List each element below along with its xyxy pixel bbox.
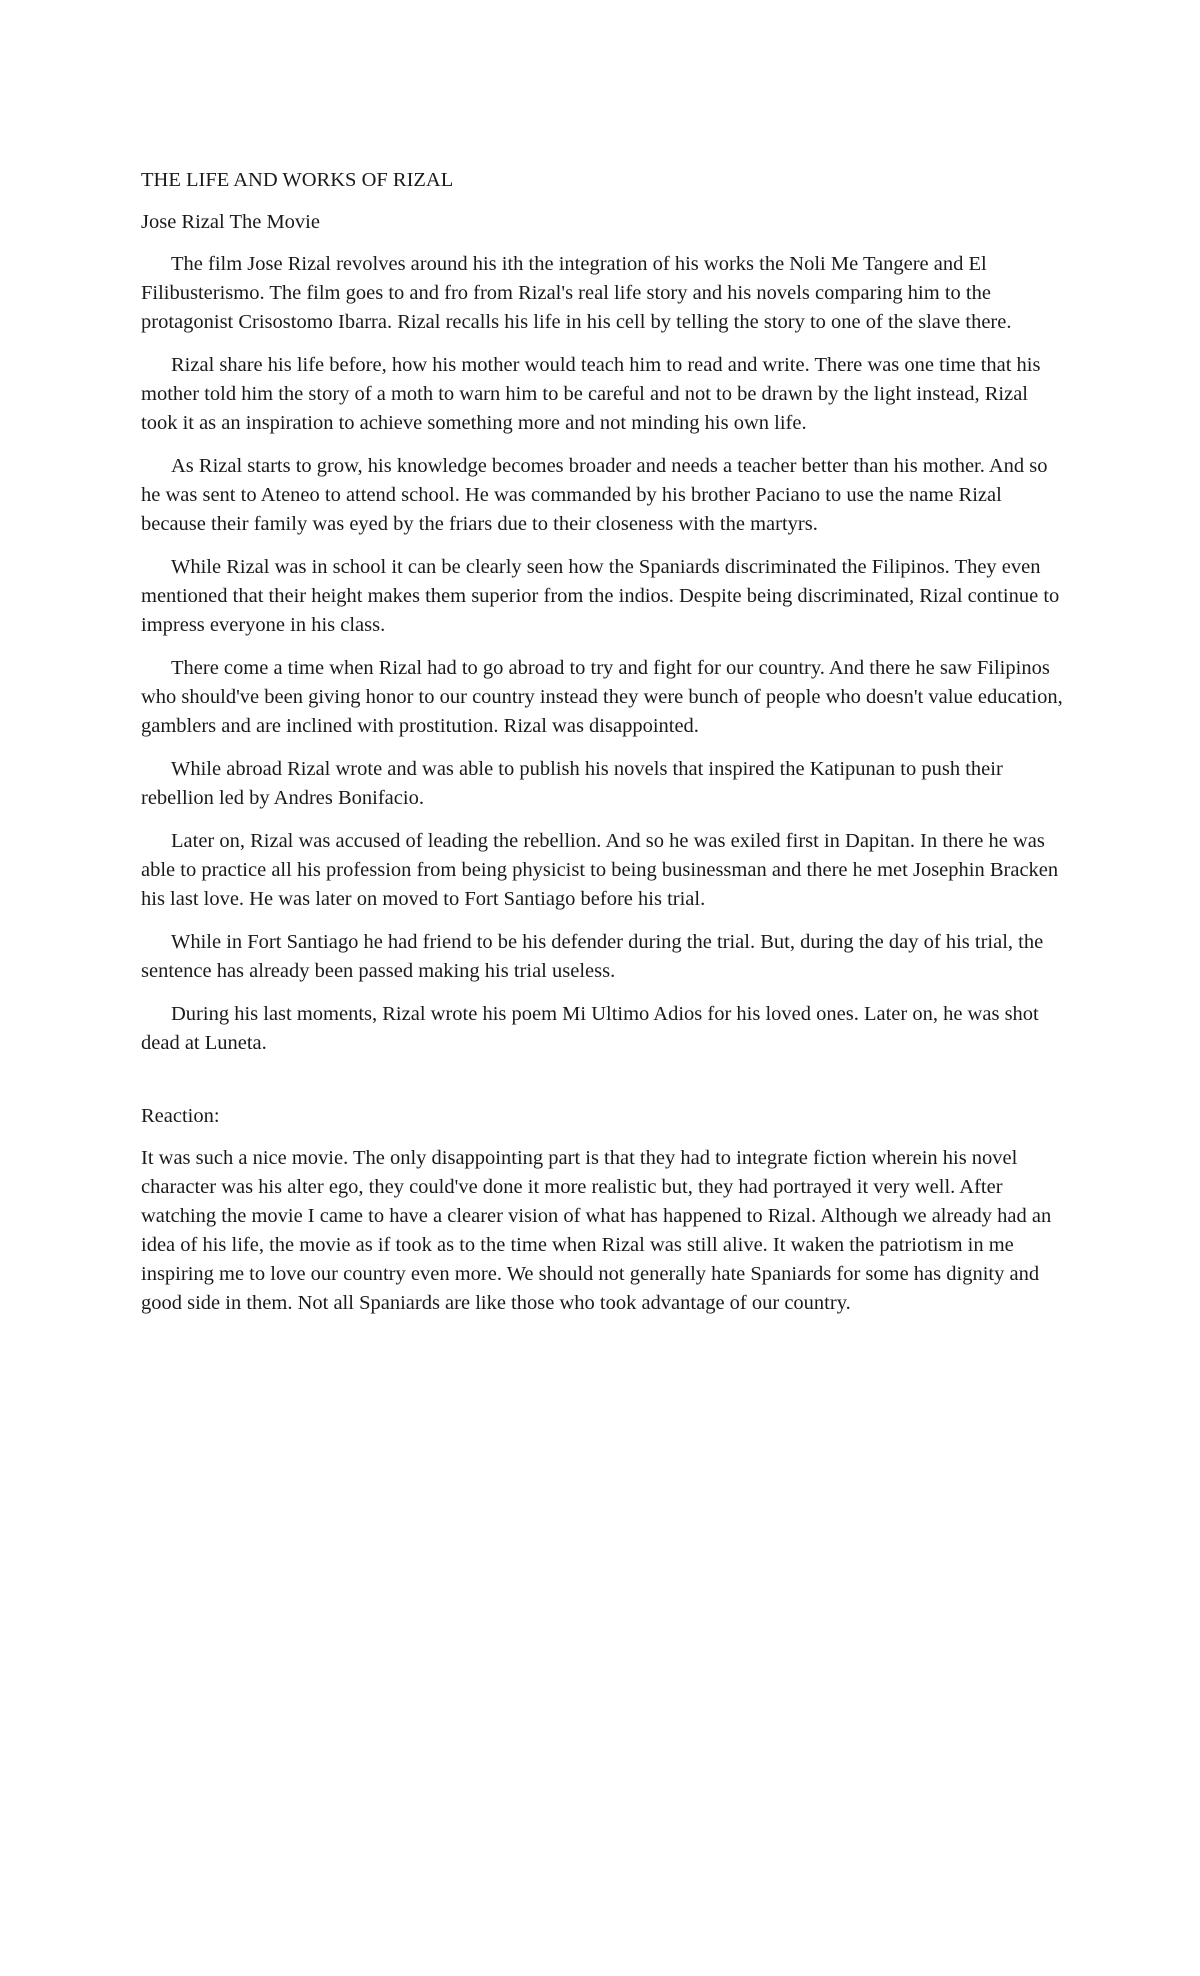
reaction-paragraph: It was such a nice movie. The only disappointing part is that they had to integrate fiction wherein his novel character was his alter ego, they could've done it more realistic but, they had portrayed it very well. After watching the movie I came to have a clearer vision of what has happened to Rizal. Although we already had an idea of his life, the movie as if took as to the time when Rizal was still alive. It waken the patriotism in me inspiring me to love our country even more. We should not generally hate Spaniards for some has dignity and good side in them. Not all Spaniards are like those who took advantage of our country. bbox=[141, 1147, 1052, 1314]
document-page bbox=[141, 166, 1066, 1318]
paragraph: During his last moments, Rizal wrote his poem Mi Ultimo Adios for his loved ones. Later on, he was shot dead at Luneta. bbox=[141, 1003, 1039, 1054]
paragraph: While abroad Rizal wrote and was able to publish his novels that inspired the Katipunan to push their rebellion led by Andres Bonifacio. bbox=[141, 758, 1003, 809]
paragraph: There come a time when Rizal had to go abroad to try and fight for our country. And there he saw Filipinos who should've been giving honor to our country instead they were bunch of people who doesn't value education, gamblers and are inclined with prostitution. Rizal was disappointed. bbox=[141, 657, 1063, 737]
paragraph: While in Fort Santiago he had friend to be his defender during the trial. But, during the day of his trial, the sentence has already been passed making his trial useless. bbox=[141, 931, 1044, 982]
paragraph: Rizal share his life before, how his mother would teach him to read and write. There was one time that his mother told him the story of a moth to warn him to be careful and not to be drawn by the light instead, Rizal took it as an inspiration to achieve something more and not minding his own life. bbox=[141, 354, 1041, 434]
document-subtitle: Jose Rizal The Movie bbox=[141, 211, 320, 233]
paragraph: The film Jose Rizal revolves around his ith the integration of his works the Noli Me Tangere and El Filibusterismo. The film goes to and fro from Rizal's real life story and his novels comparing him to the protagonist Crisostomo Ibarra. Rizal recalls his life in his cell by telling the story to one of the slave there. bbox=[141, 253, 1012, 333]
document-title: THE LIFE AND WORKS OF RIZAL bbox=[141, 169, 454, 191]
paragraph: Later on, Rizal was accused of leading the rebellion. And so he was exiled first in Dapitan. In there he was able to practice all his profession from being physicist to being businessman and there he met Josephin Bracken his last love. He was later on moved to Fort Santiago before his trial. bbox=[141, 830, 1059, 910]
reaction-heading: Reaction: bbox=[141, 1105, 220, 1127]
paragraph: As Rizal starts to grow, his knowledge becomes broader and needs a teacher better than his mother. And so he was sent to Ateneo to attend school. He was commanded by his brother Paciano to use the name Rizal because their family was eyed by the friars due to their closeness with the martyrs. bbox=[141, 455, 1048, 535]
paragraph: While Rizal was in school it can be clearly seen how the Spaniards discriminated the Filipinos. They even mentioned that their height makes them superior from the indios. Despite being discriminated, Rizal continue to impress everyone in his class. bbox=[141, 556, 1060, 636]
